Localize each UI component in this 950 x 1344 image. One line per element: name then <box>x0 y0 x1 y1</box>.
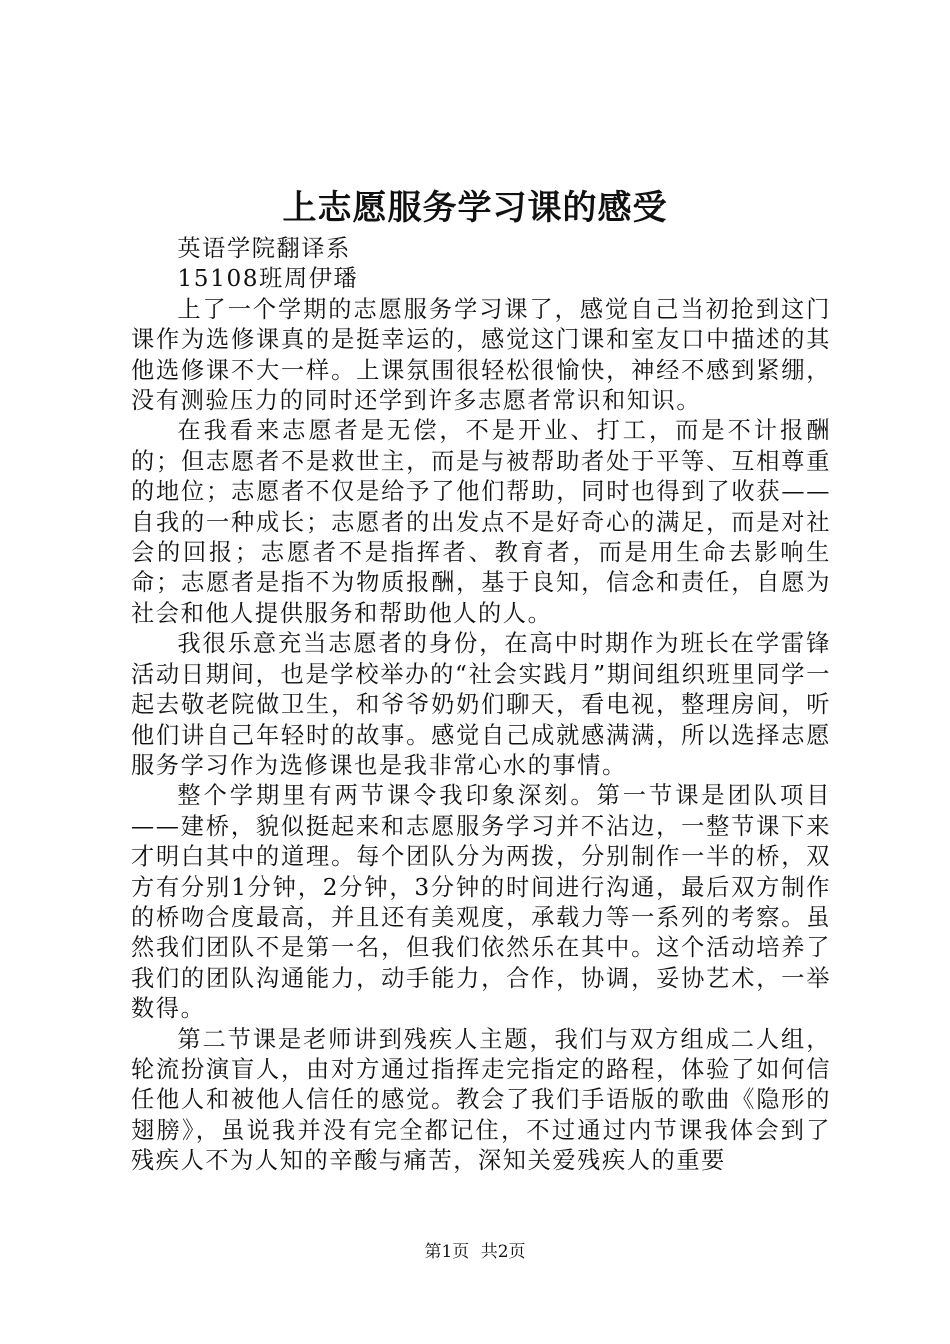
department-line: 英语学院翻译系 <box>177 235 351 262</box>
page-footer <box>0 1240 950 1264</box>
document-title: 上志愿服务学习课的感受 <box>282 188 668 228</box>
page-number-current: 第1页 <box>424 1242 470 1262</box>
paragraph: 第二节课是老师讲到残疾人主题，我们与双方组成二人组，轮流扮演盲人，由对方通过指挥走完指定的路程，体验了如何信任他人和被他人信任的感觉。教会了我们手语版的歌曲《隐形的翅膀》，虽说我并没有完全都记住，不过通过内节课我体会到了残疾人不为人知的辛酸与痛苦，深知关爱残疾人的重要 <box>131 1025 831 1175</box>
document-body <box>131 234 831 1177</box>
paragraph: 整个学期里有两节课令我印象深刻。第一节课是团队项目——建桥，貌似挺起来和志愿服务学习并不沾边，一整节课下来才明白其中的道理。每个团队分为两拨，分别制作一半的桥，双方有分别1分钟，2分钟，3分钟的时间进行沟通，最后双方制作的桥吻合度最高，并且还有美观度，承载力等一系列的考察。虽然我们团队不是第一名，但我们依然乐在其中。这个活动培养了我们的团队沟通能力，动手能力，合作，协调，妥协艺术，一举数得。 <box>131 782 831 1023</box>
paragraph: 在我看来志愿者是无偿，不是开业、打工，而是不计报酬的；但志愿者不是救世主，而是与被帮助者处于平等、互相尊重的地位；志愿者不仅是给予了他们帮助，同时也得到了收获——自我的一种成长；志愿者的出发点不是好奇心的满足，而是对社会的回报；志愿者不是指挥者、教育者，而是用生命去影响生命；志愿者是指不为物质报酬，基于良知，信念和责任，自愿为社会和他人提供服务和帮助他人的人。 <box>131 417 831 627</box>
paragraph: 上了一个学期的志愿服务学习课了，感觉自己当初抢到这门课作为选修课真的是挺幸运的，感觉这门课和室友口中描述的其他选修课不大一样。上课氛围很轻松很愉快，神经不感到紧绷，没有测验压力的同时还学到许多志愿者常识和知识。 <box>131 295 831 415</box>
paragraph: 我很乐意充当志愿者的身份，在高中时期作为班长在学雷锋活动日期间，也是学校举办的“社会实践月”期间组织班里同学一起去敬老院做卫生，和爷爷奶奶们聊天，看电视，整理房间，听他们讲自己年轻时的故事。感觉自己成就感满满，所以选择志愿服务学习作为选修课也是我非常心水的事情。 <box>131 630 831 779</box>
class-author-line: 15108班周伊璠 <box>177 265 359 293</box>
page-number-total: 共2页 <box>480 1242 526 1262</box>
